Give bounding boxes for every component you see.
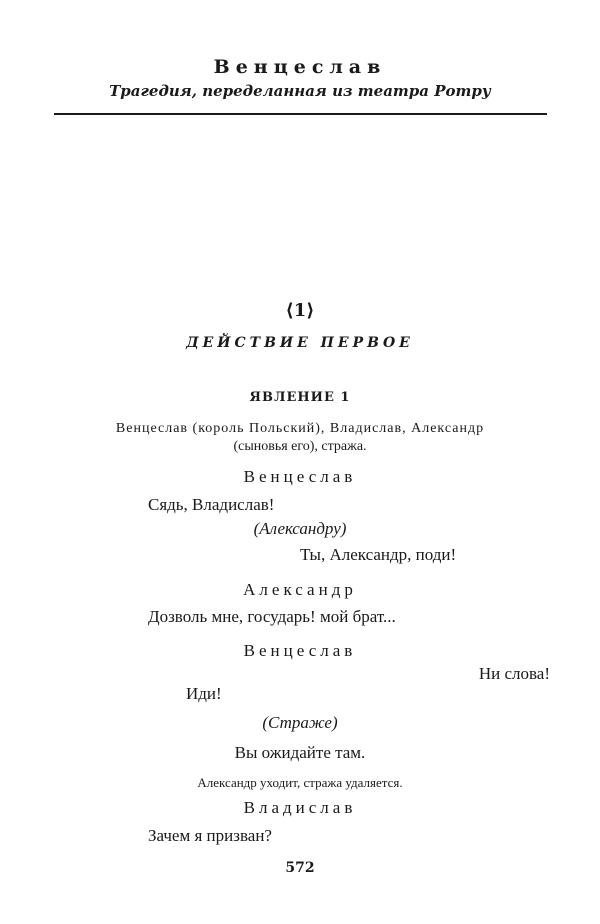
dialogue-line: Иди!: [186, 684, 222, 703]
dialogue-line: Дозволь мне, государь! мой брат...: [148, 607, 396, 626]
act-number: ⟨1⟩: [285, 300, 315, 321]
speaker-name: Венцеслав: [243, 641, 357, 660]
header-rule: [54, 113, 547, 115]
scene-title: ЯВЛЕНИЕ 1: [249, 390, 351, 405]
speaker-name: Владислав: [243, 798, 357, 817]
page-number: 572: [285, 860, 315, 876]
stage-direction: (Страже): [262, 713, 338, 732]
act-title: ДЕЙСТВИЕ ПЕРВОЕ: [186, 335, 414, 351]
stage-direction: (Александру): [253, 519, 347, 538]
dialogue-line: Ни слова!: [478, 664, 550, 683]
cast-list-line-1: Венцеслав (король Польский), Владислав, Александр: [115, 421, 485, 436]
dialogue-line: Вы ожидайте там.: [234, 743, 366, 762]
dialogue-line: Зачем я призван?: [148, 826, 272, 845]
running-title: Венцеслав: [213, 56, 387, 78]
stage-direction: Александр уходит, стража удаляется.: [197, 775, 403, 790]
running-subtitle: Трагедия, переделанная из театра Ротру: [109, 82, 491, 100]
speaker-name: Венцеслав: [243, 467, 357, 486]
speaker-name: Александр: [243, 580, 357, 599]
cast-list-line-2: (сыновья его), стража.: [233, 439, 367, 454]
dialogue-line: Ты, Александр, поди!: [300, 545, 457, 564]
dialogue-line: Сядь, Владислав!: [148, 495, 275, 514]
